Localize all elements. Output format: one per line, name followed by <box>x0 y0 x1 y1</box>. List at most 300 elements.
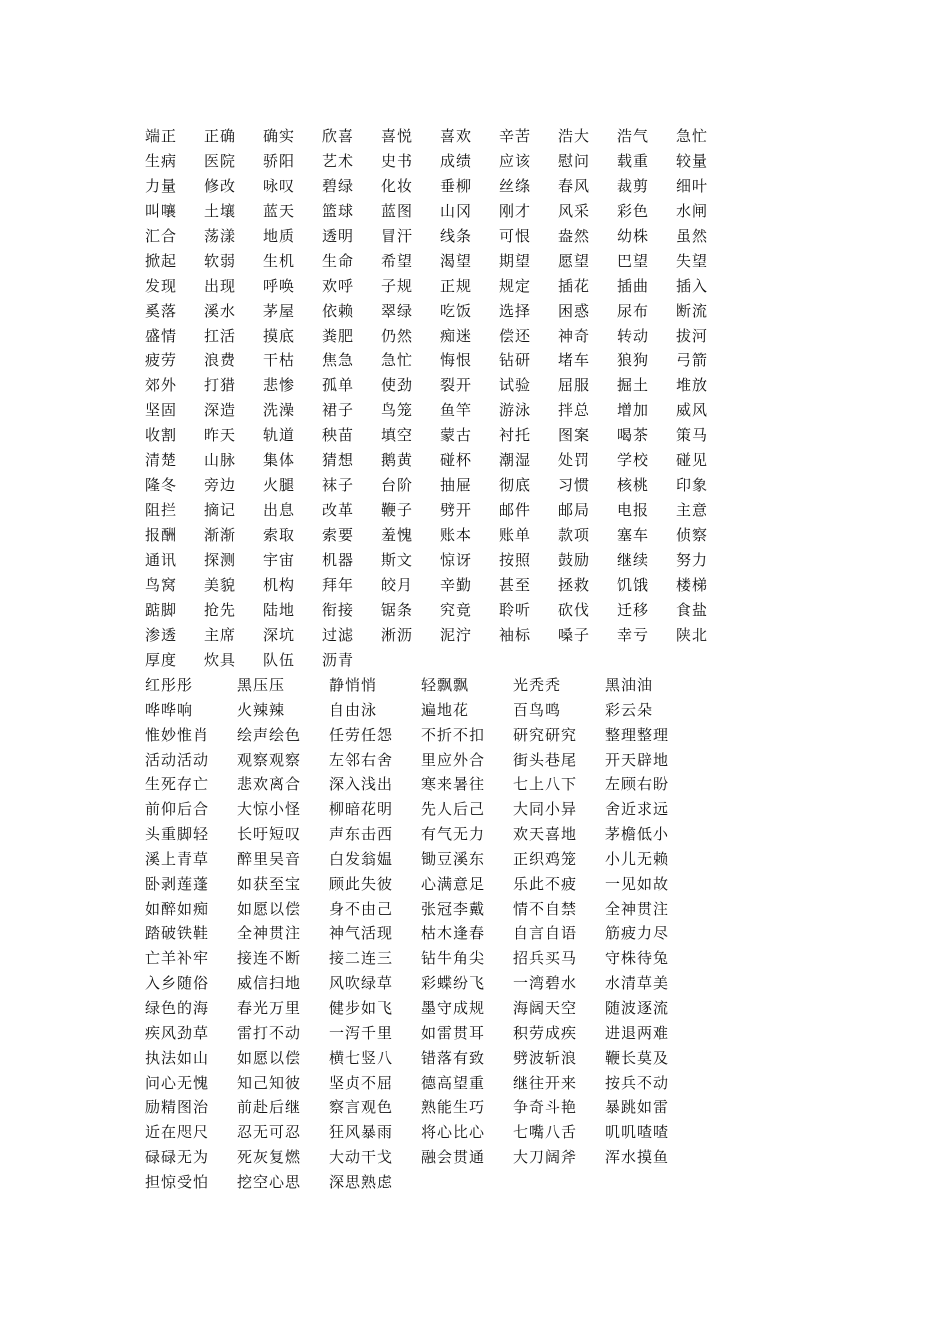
word-item: 核桃 <box>617 476 650 495</box>
word-item: 猜想 <box>322 451 355 470</box>
word-item: 透明 <box>322 226 355 245</box>
word-item: 继往开来 <box>513 1073 578 1092</box>
word-item: 生命 <box>322 251 355 270</box>
word-item: 陆地 <box>263 600 296 619</box>
word-item: 一见如故 <box>605 874 670 893</box>
word-item: 碰见 <box>676 451 709 470</box>
word-item: 台阶 <box>381 476 414 495</box>
word-item: 艺术 <box>322 151 355 170</box>
word-item: 疾风劲草 <box>145 1023 210 1042</box>
word-item: 浑水摸鱼 <box>605 1148 670 1167</box>
word-item: 观察观察 <box>237 750 302 769</box>
word-item: 垂柳 <box>440 176 473 195</box>
word-item: 软弱 <box>204 251 237 270</box>
word-item: 绘声绘色 <box>237 725 302 744</box>
word-item: 侦察 <box>676 526 709 544</box>
word-item: 宇宙 <box>263 550 296 569</box>
word-item: 账单 <box>499 526 532 544</box>
word-item: 陕北 <box>676 625 709 644</box>
word-item: 粪肥 <box>322 326 355 345</box>
word-item: 彩色 <box>617 201 650 220</box>
word-item: 问心无愧 <box>145 1073 210 1092</box>
word-item: 融会贯通 <box>421 1148 486 1167</box>
word-item: 碰杯 <box>440 451 473 470</box>
word-item: 插入 <box>676 276 709 295</box>
word-item: 彩蝶纷飞 <box>421 974 486 993</box>
word-item: 渴望 <box>440 251 473 270</box>
word-item: 健步如飞 <box>329 998 394 1017</box>
word-item: 左顾右盼 <box>605 775 670 794</box>
word-item: 线条 <box>440 226 473 245</box>
word-item: 成绩 <box>440 151 473 170</box>
word-item: 深造 <box>204 401 237 420</box>
word-item: 印象 <box>676 476 709 495</box>
word-item: 鞭长莫及 <box>605 1048 670 1067</box>
word-item: 试验 <box>499 376 532 395</box>
word-item: 插花 <box>558 276 591 295</box>
word-item: 小儿无赖 <box>605 849 670 868</box>
word-item: 进退两难 <box>605 1023 670 1042</box>
word-item: 痴迷 <box>440 326 473 345</box>
word-item: 生病 <box>145 151 178 170</box>
word-item: 生死存亡 <box>145 775 210 794</box>
word-item: 应该 <box>499 151 532 170</box>
word-item: 大惊小怪 <box>237 800 302 819</box>
word-item: 急忙 <box>381 351 414 370</box>
word-item: 悲欢离合 <box>237 775 302 794</box>
word-item: 拯救 <box>558 575 591 594</box>
word-item: 裙子 <box>322 401 355 420</box>
word-item: 尿布 <box>617 301 650 320</box>
word-item: 急忙 <box>676 127 709 145</box>
word-item: 愿望 <box>558 251 591 270</box>
word-item: 索要 <box>322 526 355 544</box>
word-item: 情不自禁 <box>513 899 578 918</box>
word-item: 裂开 <box>440 376 473 395</box>
word-item: 不折不扣 <box>421 725 486 744</box>
word-item: 如愿以偿 <box>237 1048 302 1067</box>
word-item: 款项 <box>558 526 591 544</box>
word-item: 地质 <box>263 226 296 245</box>
word-item: 溪上青草 <box>145 849 210 868</box>
word-item: 使劲 <box>381 376 414 395</box>
word-item: 秧苗 <box>322 426 355 445</box>
word-item: 衬托 <box>499 426 532 445</box>
word-item: 斯文 <box>381 550 414 569</box>
word-item: 增加 <box>617 401 650 420</box>
word-item: 将心比心 <box>421 1123 486 1142</box>
word-item: 七嘴八舌 <box>513 1123 578 1142</box>
word-item: 抽屉 <box>440 476 473 495</box>
word-item: 茅屋 <box>263 301 296 320</box>
word-item: 神奇 <box>558 326 591 345</box>
word-item: 鼓励 <box>558 550 591 569</box>
word-item: 皎月 <box>381 575 414 594</box>
word-item: 过滤 <box>322 625 355 644</box>
word-item: 沥青 <box>322 650 355 669</box>
word-item: 德高望重 <box>421 1073 486 1092</box>
word-item: 前赴后继 <box>237 1098 302 1117</box>
word-item: 接二连三 <box>329 949 394 968</box>
word-item: 盛情 <box>145 326 178 345</box>
word-item: 坚贞不屈 <box>329 1073 394 1092</box>
word-item: 潮湿 <box>499 451 532 470</box>
word-item: 一泻千里 <box>329 1023 394 1042</box>
word-item: 先人后己 <box>421 800 486 819</box>
word-item: 修改 <box>204 176 237 195</box>
word-item: 神气活现 <box>329 924 394 943</box>
idiom-word-list <box>145 673 697 1195</box>
word-item: 狼狗 <box>617 351 650 370</box>
word-item: 柳暗花明 <box>329 800 394 819</box>
word-item: 亡羊补牢 <box>145 949 210 968</box>
word-item: 篮球 <box>322 201 355 220</box>
word-item: 机器 <box>322 550 355 569</box>
word-item: 执法如山 <box>145 1048 210 1067</box>
word-item: 掘土 <box>617 376 650 395</box>
word-item: 研究研究 <box>513 725 578 744</box>
word-item: 填空 <box>381 426 414 445</box>
word-item: 喜欢 <box>440 127 473 145</box>
word-item: 呼唤 <box>263 276 296 295</box>
word-item: 挖空心思 <box>237 1172 302 1191</box>
word-item: 载重 <box>617 151 650 170</box>
word-item: 彩云朵 <box>605 700 654 719</box>
word-item: 寒来暑往 <box>421 775 486 794</box>
word-item: 锄豆溪东 <box>421 849 486 868</box>
word-item: 泥泞 <box>440 625 473 644</box>
word-item: 迁移 <box>617 600 650 619</box>
word-item: 深思熟虑 <box>329 1172 394 1191</box>
word-item: 大同小异 <box>513 800 578 819</box>
word-item: 枯木逢春 <box>421 924 486 943</box>
word-item: 聆听 <box>499 600 532 619</box>
word-item: 海阔天空 <box>513 998 578 1017</box>
word-item: 深坑 <box>263 625 296 644</box>
word-item: 土壤 <box>204 201 237 220</box>
word-item: 积劳成疾 <box>513 1023 578 1042</box>
word-item: 困惑 <box>558 301 591 320</box>
word-item: 处罚 <box>558 451 591 470</box>
word-item: 幼株 <box>617 226 650 245</box>
word-item: 衔接 <box>322 600 355 619</box>
word-item: 美貌 <box>204 575 237 594</box>
word-item: 失望 <box>676 251 709 270</box>
word-item: 出息 <box>263 501 296 520</box>
word-item: 堵车 <box>558 351 591 370</box>
word-item: 拜年 <box>322 575 355 594</box>
word-item: 火辣辣 <box>237 700 286 719</box>
word-item: 饥饿 <box>617 575 650 594</box>
word-item: 风采 <box>558 201 591 220</box>
word-item: 叫嚷 <box>145 201 178 220</box>
word-item: 奚落 <box>145 301 178 320</box>
word-item: 袜子 <box>322 476 355 495</box>
word-item: 汇合 <box>145 226 178 245</box>
word-item: 水闸 <box>676 201 709 220</box>
word-item: 力量 <box>145 176 178 195</box>
word-item: 乐此不疲 <box>513 874 578 893</box>
word-item: 绿色的海 <box>145 998 210 1017</box>
word-item: 袖标 <box>499 625 532 644</box>
word-item: 街头巷尾 <box>513 750 578 769</box>
word-item: 静悄悄 <box>329 676 378 694</box>
word-item: 翠绿 <box>381 301 414 320</box>
word-item: 集体 <box>263 451 296 470</box>
word-item: 裁剪 <box>617 176 650 195</box>
word-item: 图案 <box>558 426 591 445</box>
word-item: 知己知彼 <box>237 1073 302 1092</box>
word-item: 浩气 <box>617 127 650 145</box>
word-item: 惊讶 <box>440 550 473 569</box>
word-item: 医院 <box>204 151 237 170</box>
word-item: 声东击西 <box>329 825 394 844</box>
word-item: 淅沥 <box>381 625 414 644</box>
word-item: 掀起 <box>145 251 178 270</box>
word-item: 错落有致 <box>421 1048 486 1067</box>
word-item: 索取 <box>263 526 296 544</box>
word-item: 死灰复燃 <box>237 1148 302 1167</box>
word-item: 断流 <box>676 301 709 320</box>
word-item: 荡漾 <box>204 226 237 245</box>
word-item: 暴跳如雷 <box>605 1098 670 1117</box>
word-item: 虽然 <box>676 226 709 245</box>
word-item: 打猎 <box>204 376 237 395</box>
word-item: 舍近求远 <box>605 800 670 819</box>
word-item: 较量 <box>676 151 709 170</box>
word-item: 卧剥莲蓬 <box>145 874 210 893</box>
word-item: 楼梯 <box>676 575 709 594</box>
word-item: 狂风暴雨 <box>329 1123 394 1142</box>
word-item: 屈服 <box>558 376 591 395</box>
word-item: 有气无力 <box>421 825 486 844</box>
word-item: 蓝图 <box>381 201 414 220</box>
word-item: 深入浅出 <box>329 775 394 794</box>
word-item: 钻研 <box>499 351 532 370</box>
word-item: 孤单 <box>322 376 355 395</box>
word-item: 甚至 <box>499 575 532 594</box>
word-item: 溪水 <box>204 301 237 320</box>
word-item: 鹅黄 <box>381 451 414 470</box>
word-item: 策马 <box>676 426 709 445</box>
word-item: 前仰后合 <box>145 800 210 819</box>
word-item: 轻飘飘 <box>421 676 470 694</box>
word-item: 依赖 <box>322 301 355 320</box>
word-item: 渗透 <box>145 625 178 644</box>
word-item: 细叶 <box>676 176 709 195</box>
word-item: 大动干戈 <box>329 1148 394 1167</box>
word-item: 游泳 <box>499 401 532 420</box>
word-item: 遍地花 <box>421 700 470 719</box>
word-item: 渐渐 <box>204 526 237 544</box>
word-item: 炊具 <box>204 650 237 669</box>
word-item: 队伍 <box>263 650 296 669</box>
word-item: 招兵买马 <box>513 949 578 968</box>
word-item: 威风 <box>676 401 709 420</box>
word-item: 筋疲力尽 <box>605 924 670 943</box>
word-item: 报酬 <box>145 526 178 544</box>
word-item: 茅檐低小 <box>605 825 670 844</box>
word-item: 扛活 <box>204 326 237 345</box>
word-item: 春光万里 <box>237 998 302 1017</box>
word-item: 接连不断 <box>237 949 302 968</box>
word-item: 仍然 <box>381 326 414 345</box>
word-item: 骄阳 <box>263 151 296 170</box>
word-item: 碌碌无为 <box>145 1148 210 1167</box>
word-item: 厚度 <box>145 650 178 669</box>
word-item: 叽叽喳喳 <box>605 1123 670 1142</box>
word-item: 史书 <box>381 151 414 170</box>
word-item: 里应外合 <box>421 750 486 769</box>
word-item: 一湾碧水 <box>513 974 578 993</box>
word-item: 浩大 <box>558 127 591 145</box>
word-item: 发现 <box>145 276 178 295</box>
word-item: 墨守成规 <box>421 998 486 1017</box>
word-item: 横七竖八 <box>329 1048 394 1067</box>
word-item: 规定 <box>499 276 532 295</box>
word-item: 悔恨 <box>440 351 473 370</box>
word-item: 全神贯注 <box>237 924 302 943</box>
word-item: 转动 <box>617 326 650 345</box>
word-item: 左邻右舍 <box>329 750 394 769</box>
word-item: 身不由己 <box>329 899 394 918</box>
word-item: 按照 <box>499 550 532 569</box>
word-item: 活动活动 <box>145 750 210 769</box>
word-item: 巴望 <box>617 251 650 270</box>
word-item: 大刀阔斧 <box>513 1148 578 1167</box>
word-item: 开天辟地 <box>605 750 670 769</box>
word-item: 欢呼 <box>322 276 355 295</box>
word-item: 踮脚 <box>145 600 178 619</box>
word-item: 弓箭 <box>676 351 709 370</box>
word-item: 幸亏 <box>617 625 650 644</box>
word-item: 惟妙惟肖 <box>145 725 210 744</box>
word-item: 通讯 <box>145 550 178 569</box>
word-item: 心满意足 <box>421 874 486 893</box>
word-item: 干枯 <box>263 351 296 370</box>
word-item: 阻拦 <box>145 501 178 520</box>
word-item: 锯条 <box>381 600 414 619</box>
word-item: 喜悦 <box>381 127 414 145</box>
word-item: 子规 <box>381 276 414 295</box>
word-item: 白发翁媪 <box>329 849 394 868</box>
word-item: 劈波斩浪 <box>513 1048 578 1067</box>
word-item: 忍无可忍 <box>237 1123 302 1142</box>
word-item: 哗哗响 <box>145 700 194 719</box>
word-item: 隆冬 <box>145 476 178 495</box>
word-item: 选择 <box>499 301 532 320</box>
word-item: 鱼竿 <box>440 401 473 420</box>
word-item: 劈开 <box>440 501 473 520</box>
word-item: 摸底 <box>263 326 296 345</box>
word-item: 插曲 <box>617 276 650 295</box>
word-item: 冒汗 <box>381 226 414 245</box>
word-item: 生机 <box>263 251 296 270</box>
word-item: 浪费 <box>204 351 237 370</box>
word-item: 端正 <box>145 127 178 145</box>
word-item: 张冠李戴 <box>421 899 486 918</box>
word-item: 威信扫地 <box>237 974 302 993</box>
word-item: 如醉如痴 <box>145 899 210 918</box>
word-item: 改革 <box>322 501 355 520</box>
word-item: 全神贯注 <box>605 899 670 918</box>
word-item: 主席 <box>204 625 237 644</box>
word-item: 欣喜 <box>322 127 355 145</box>
word-item: 悲惨 <box>263 376 296 395</box>
word-item: 可恨 <box>499 226 532 245</box>
word-item: 熟能生巧 <box>421 1098 486 1117</box>
word-item: 昨天 <box>204 426 237 445</box>
word-item: 山冈 <box>440 201 473 220</box>
word-item: 砍伐 <box>558 600 591 619</box>
word-item: 机构 <box>263 575 296 594</box>
word-item: 出现 <box>204 276 237 295</box>
word-item: 羞愧 <box>381 526 414 544</box>
word-item: 如愿以偿 <box>237 899 302 918</box>
word-item: 如雷贯耳 <box>421 1023 486 1042</box>
word-item: 担惊受怕 <box>145 1172 210 1191</box>
word-item: 欢天喜地 <box>513 825 578 844</box>
word-item: 踏破铁鞋 <box>145 924 210 943</box>
word-item: 期望 <box>499 251 532 270</box>
word-item: 正织鸡笼 <box>513 849 578 868</box>
word-item: 山脉 <box>204 451 237 470</box>
word-item: 嗓子 <box>558 625 591 644</box>
word-item: 吃饭 <box>440 301 473 320</box>
word-item: 努力 <box>676 550 709 569</box>
word-item: 摘记 <box>204 501 237 520</box>
word-item: 正确 <box>204 127 237 145</box>
word-item: 守株待兔 <box>605 949 670 968</box>
word-item: 钻牛角尖 <box>421 949 486 968</box>
word-item: 账本 <box>440 526 473 544</box>
word-item: 自言自语 <box>513 924 578 943</box>
word-item: 收割 <box>145 426 178 445</box>
word-item: 百鸟鸣 <box>513 700 562 719</box>
word-item: 如获至宝 <box>237 874 302 893</box>
word-item: 鸟窝 <box>145 575 178 594</box>
word-item: 七上八下 <box>513 775 578 794</box>
word-item: 察言观色 <box>329 1098 394 1117</box>
word-item: 鞭子 <box>381 501 414 520</box>
word-item: 偿还 <box>499 326 532 345</box>
word-item: 电报 <box>617 501 650 520</box>
word-item: 慰问 <box>558 151 591 170</box>
word-item: 郊外 <box>145 376 178 395</box>
word-item: 鸟笼 <box>381 401 414 420</box>
word-item: 火腿 <box>263 476 296 495</box>
word-item: 彻底 <box>499 476 532 495</box>
word-item: 焦急 <box>322 351 355 370</box>
word-item: 疲劳 <box>145 351 178 370</box>
word-item: 醉里吴音 <box>237 849 302 868</box>
two-character-word-list <box>145 124 735 673</box>
word-item: 邮件 <box>499 501 532 520</box>
word-item: 蒙古 <box>440 426 473 445</box>
word-item: 主意 <box>676 501 709 520</box>
word-item: 探测 <box>204 550 237 569</box>
word-item: 清楚 <box>145 451 178 470</box>
word-item: 水清草美 <box>605 974 670 993</box>
word-item: 碧绿 <box>322 176 355 195</box>
word-item: 任劳任怨 <box>329 725 394 744</box>
word-item: 辛苦 <box>499 127 532 145</box>
word-item: 化妆 <box>381 176 414 195</box>
word-item: 洗澡 <box>263 401 296 420</box>
word-item: 顾此失彼 <box>329 874 394 893</box>
word-item: 风吹绿草 <box>329 974 394 993</box>
word-item: 黑压压 <box>237 676 286 694</box>
